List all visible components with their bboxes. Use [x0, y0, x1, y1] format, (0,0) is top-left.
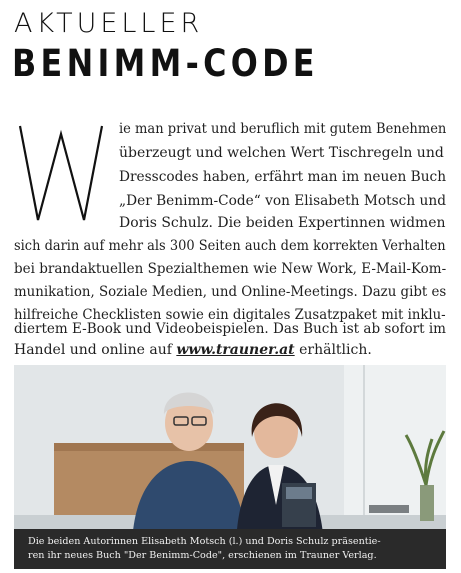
article-line: „Der Benimm-Code“ von Elisabeth Motsch und	[119, 193, 446, 209]
article-line: hilfreiche Checklisten sowie ein digitales Zusatzpaket mit inklu-	[14, 307, 446, 323]
last-line-suffix: erhältlich.	[294, 342, 372, 358]
article-line: munikation, Soziale Medien, und Online-Meetings. Dazu gibt es	[14, 284, 447, 300]
article-line: überzeugt und welchen Wert Tischregeln und	[119, 145, 444, 161]
article-line: sich darin auf mehr als 300 Seiten auch dem korrekten Verhalten	[14, 238, 446, 254]
article-line: diertem E-Book und Videobeispielen. Das Buch ist ab sofort im	[14, 321, 446, 337]
article-line: Doris Schulz. Die beiden Expertinnen widmen	[119, 215, 446, 231]
caption-bar	[14, 529, 446, 569]
article-last-line	[14, 340, 372, 360]
last-line-prefix: Handel und online auf	[14, 342, 177, 358]
caption-line: ren ihr neues Buch "Der Benimm-Code", erschienen im Trauner Verlag.	[28, 550, 377, 561]
article-line: Dresscodes haben, erfährt man im neuen Buch	[119, 169, 447, 185]
trauner-link[interactable]: www.trauner.at	[176, 342, 295, 358]
photo-caption	[28, 535, 442, 563]
authors-photo	[14, 365, 446, 569]
dropcap-letter-w	[18, 124, 104, 222]
caption-line: Die beiden Autorinnen Elisabeth Motsch (l.) und Doris Schulz präsentie-	[28, 536, 381, 547]
headline-title: BENIMM-CODE	[12, 42, 319, 85]
kicker-title: AKTUELLER	[14, 8, 204, 39]
article-line: ie man privat und beruflich mit gutem Benehmen	[119, 121, 447, 137]
article-line: bei brandaktuellen Spezialthemen wie New Work, E-Mail-Kom-	[14, 261, 447, 277]
